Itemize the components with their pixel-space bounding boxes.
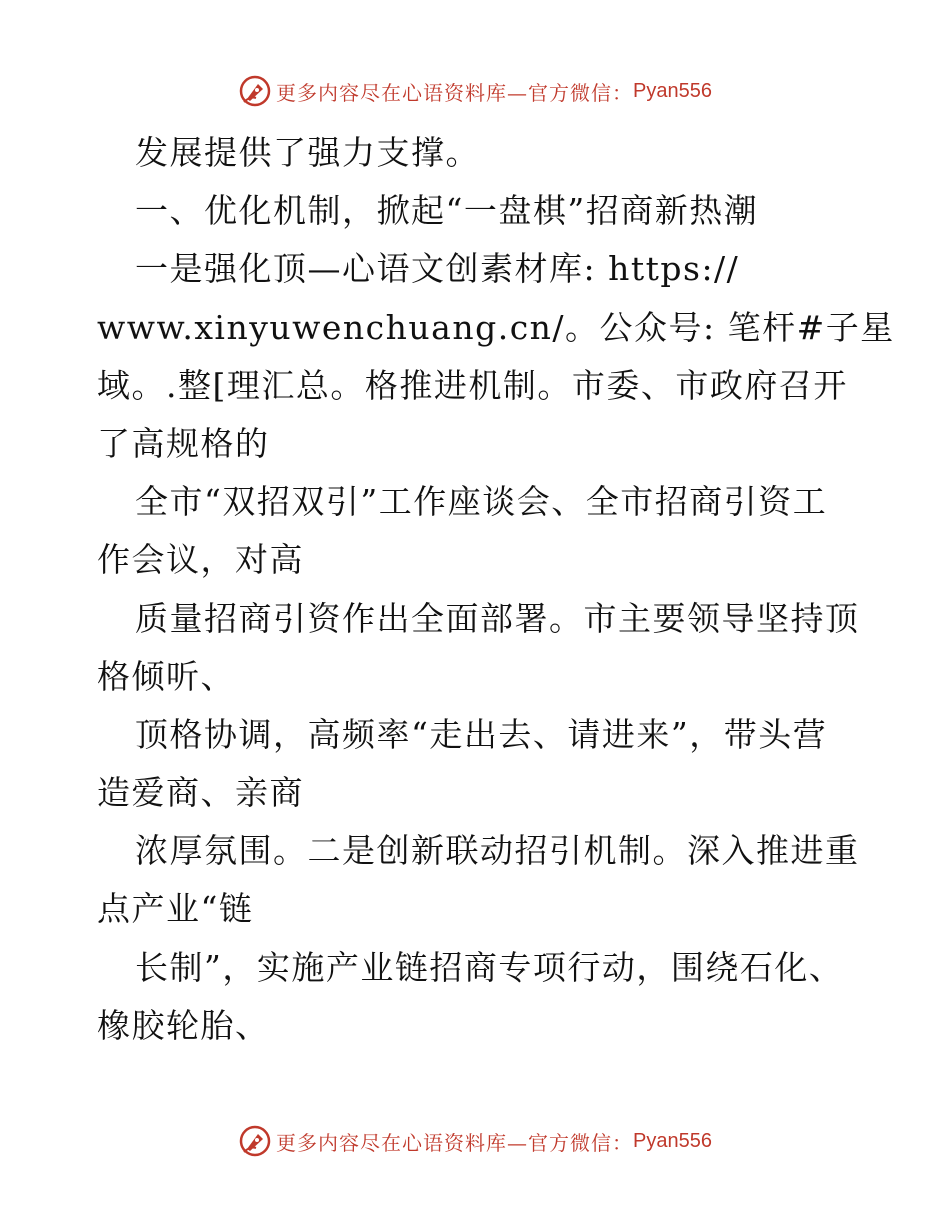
watermark-text: 更多内容尽在心语资料库—官方微信： [276, 1130, 634, 1155]
pen-nib-logo-icon [238, 74, 272, 108]
text-line: 长制”，实施产业链招商专项行动，围绕石化、 [135, 947, 844, 987]
text-line: www.xinyuwenchuang.cn/。公众号: 笔杆#子星 [97, 307, 895, 347]
text-line: 橡胶轮胎、 [97, 1005, 270, 1045]
footer-watermark [0, 1121, 950, 1161]
text-line: 质量招商引资作出全面部署。市主要领导坚持顶 [135, 598, 860, 638]
text-line: 全市“双招双引”工作座谈会、全市招商引资工 [135, 482, 828, 522]
watermark-wechat-id: Pyan556 [633, 79, 712, 102]
header-watermark [0, 71, 950, 111]
text-line: 格倾听、 [97, 656, 235, 696]
text-line: 点产业“链 [97, 889, 254, 929]
text-line: 造爱商、亲商 [97, 773, 304, 813]
text-line: 作会议，对高 [97, 540, 304, 580]
watermark-text: 更多内容尽在心语资料库—官方微信： [276, 80, 634, 105]
text-line: 域。.整[理汇总。格推进机制。市委、市政府召开 [97, 365, 848, 405]
text-line: 发展提供了强力支撑。 [135, 133, 480, 172]
text-line: 浓厚氛围。二是创新联动招引机制。深入推进重 [135, 831, 860, 871]
text-line: 了高规格的 [97, 423, 270, 463]
document-body [97, 124, 895, 1055]
text-line: 顶格协调，高频率“走出去、请进来”，带头营 [135, 714, 828, 754]
text-line: 一是强化顶—心语文创素材库: https:// [135, 249, 740, 289]
text-line: 一、优化机制，掀起“一盘棋”招商新热潮 [135, 191, 759, 231]
watermark-wechat-id: Pyan556 [633, 1129, 712, 1152]
pen-nib-logo-icon [238, 1124, 272, 1158]
